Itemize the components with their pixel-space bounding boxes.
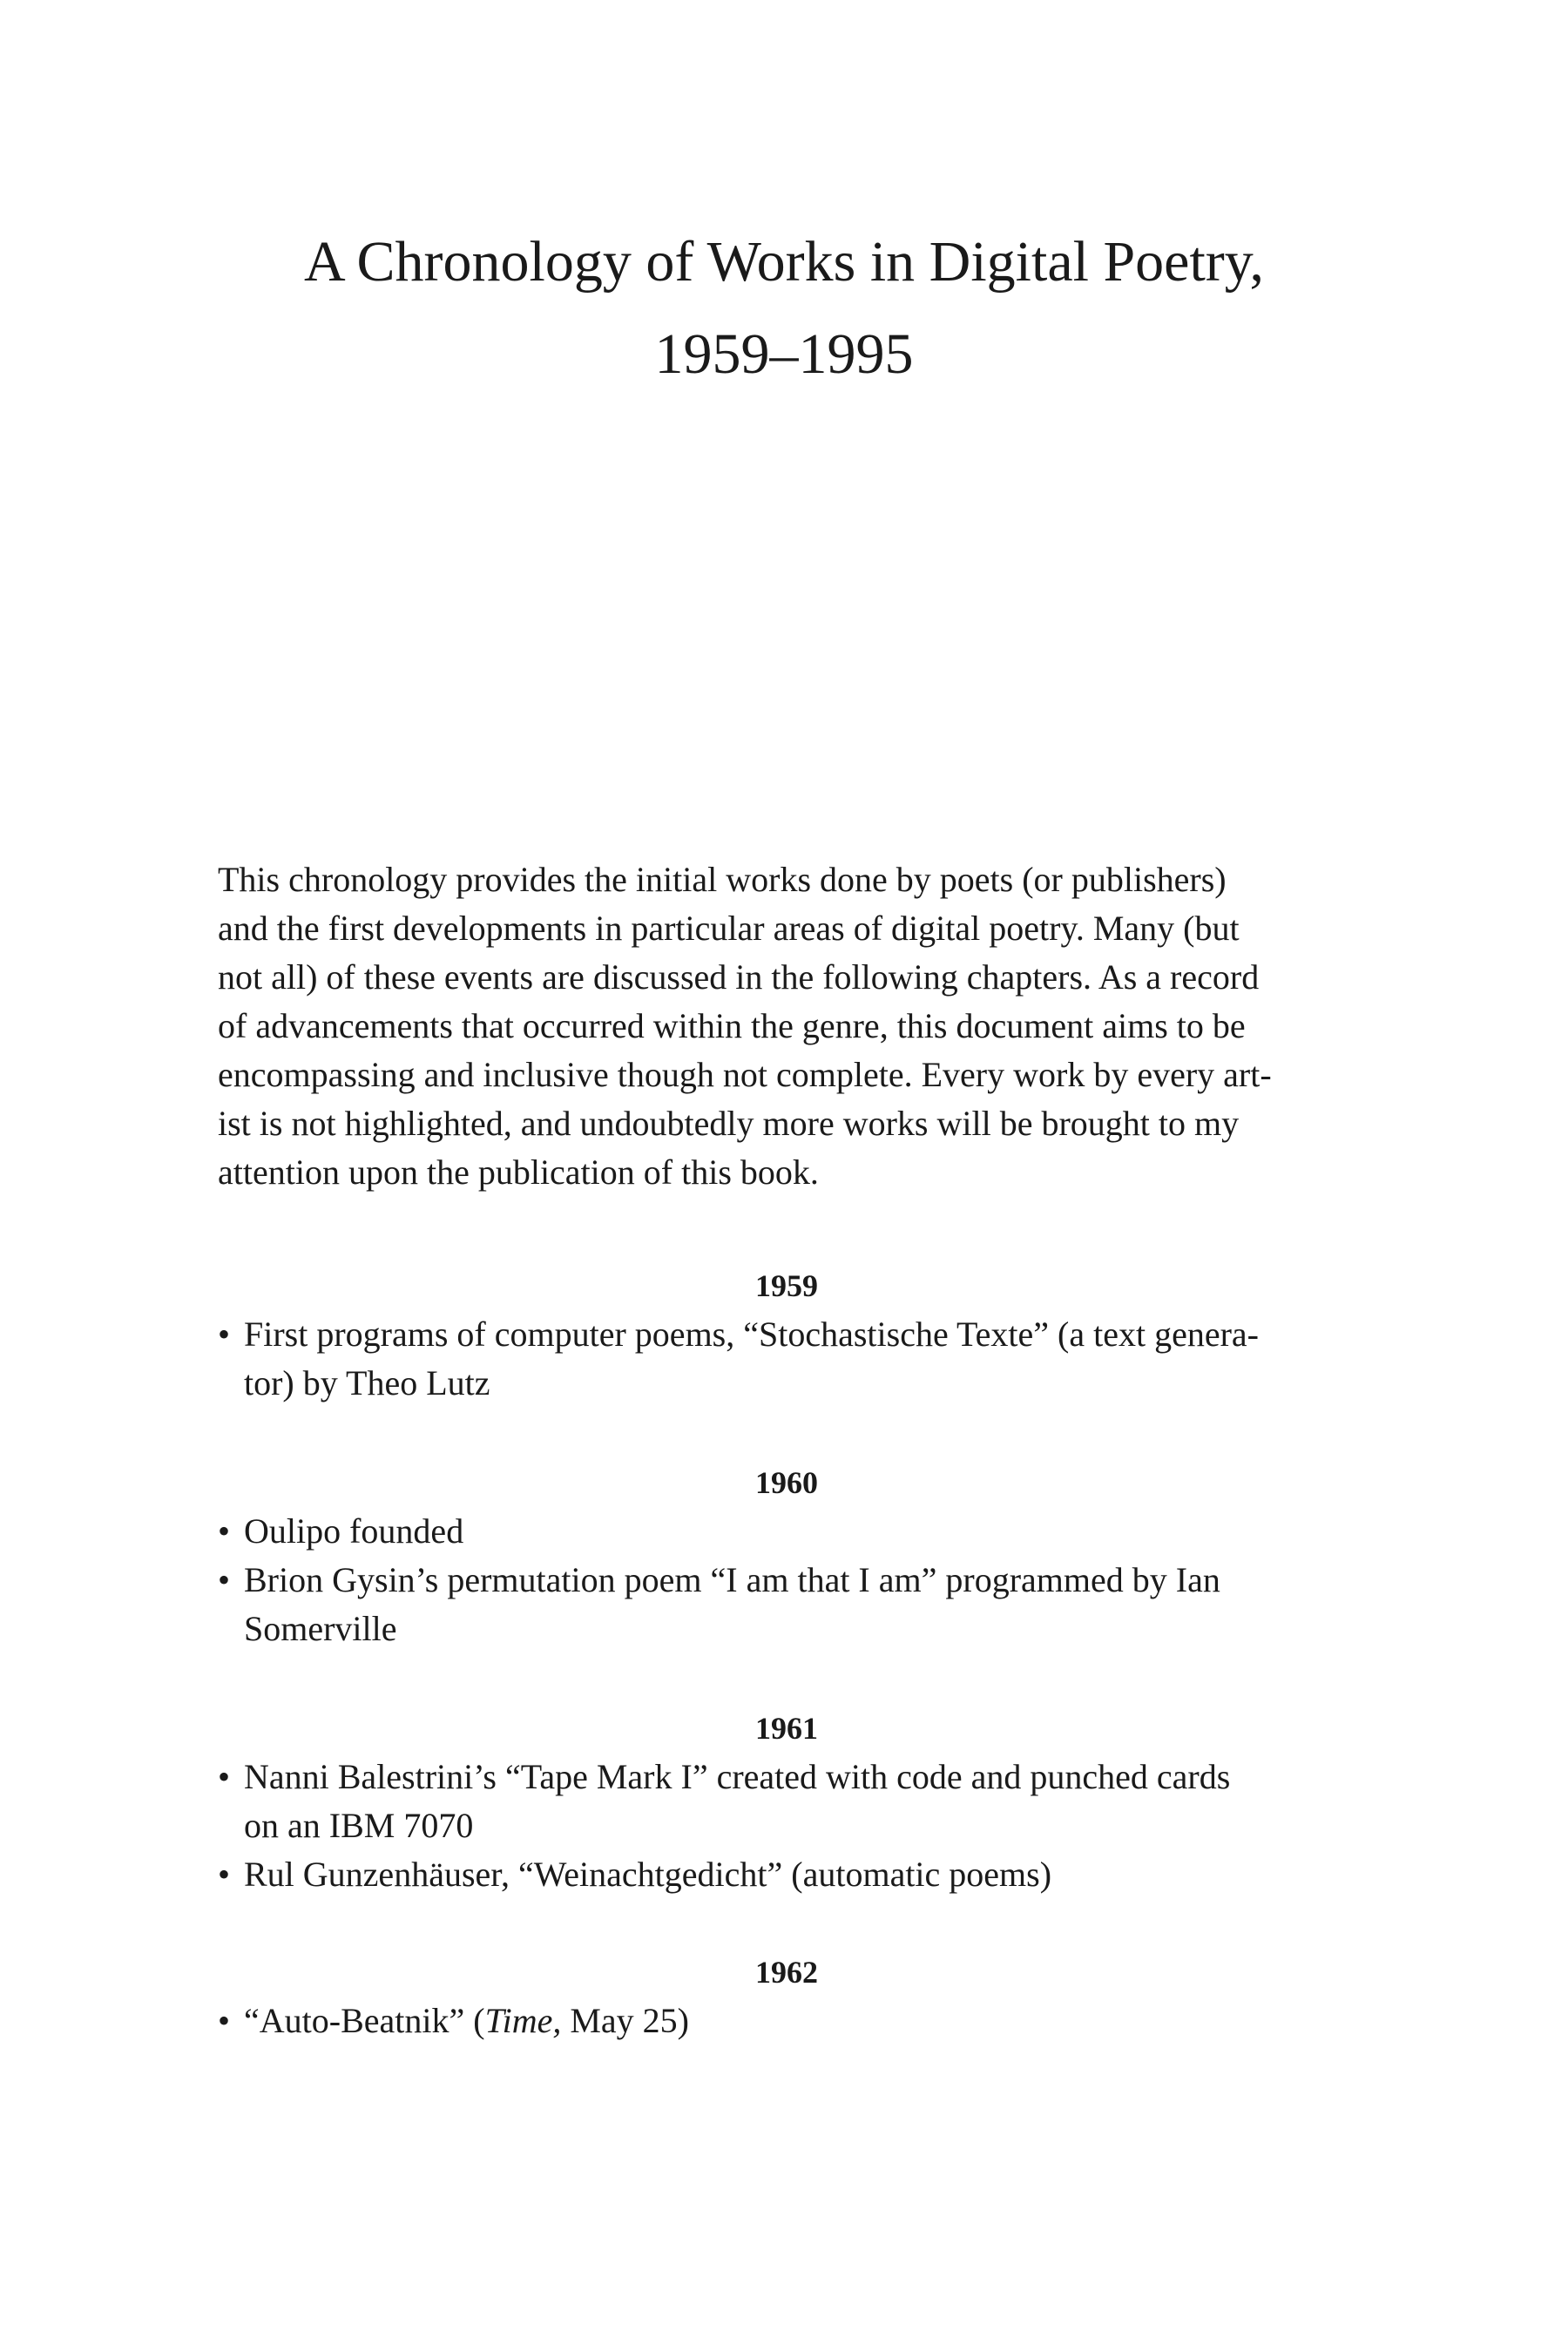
entry-line: Brion Gysin’s permutation poem “I am that I am” programmed by Ian [244, 1560, 1220, 1599]
bullet-icon: • [218, 1757, 231, 1796]
list-item [218, 1556, 1355, 1653]
page-title [0, 216, 1568, 401]
year-heading: 1959 [755, 1268, 818, 1303]
intro-line: attention upon the publication of this book. [218, 1152, 819, 1192]
entry-line: First programs of computer poems, “Stochastische Texte” (a text genera- [244, 1315, 1259, 1354]
title-line-2: 1959–1995 [654, 322, 914, 386]
intro-paragraph [218, 855, 1355, 1197]
year-section-1959 [218, 1265, 1355, 1408]
bullet-icon: • [218, 1560, 231, 1599]
entry-text-italic: Time, [484, 2001, 562, 2040]
list-item [218, 1753, 1355, 1850]
year-section-1961 [218, 1707, 1355, 1899]
year-heading: 1961 [755, 1711, 818, 1746]
entry-line: on an IBM 7070 [244, 1806, 474, 1845]
title-line-1: A Chronology of Works in Digital Poetry, [304, 230, 1264, 294]
year-section-1960 [218, 1462, 1355, 1653]
year-heading: 1960 [755, 1465, 818, 1500]
bullet-icon: • [218, 1511, 231, 1551]
intro-line: and the first developments in particular areas of digital poetry. Many (but [218, 909, 1240, 948]
intro-line: This chronology provides the initial works done by poets (or publishers) [218, 860, 1227, 899]
bullet-icon: • [218, 1855, 231, 1894]
bullet-icon: • [218, 2001, 231, 2040]
entry-text-prefix: “Auto-Beatnik” ( [244, 2001, 485, 2040]
entry-text-suffix: May 25) [561, 2001, 689, 2040]
entry-line: Nanni Balestrini’s “Tape Mark I” created with code and punched cards [244, 1757, 1231, 1796]
entry-line: Rul Gunzenhäuser, “Weinachtgedicht” (automatic poems) [244, 1855, 1052, 1894]
list-item [218, 1997, 1355, 2045]
entry-line: Somerville [244, 1609, 397, 1648]
intro-line: ist is not highlighted, and undoubtedly more works will be brought to my [218, 1104, 1240, 1143]
entry-line: Oulipo founded [244, 1511, 464, 1551]
year-heading: 1962 [755, 1955, 818, 1990]
list-item [218, 1850, 1355, 1899]
entry-line [244, 1997, 1355, 2045]
intro-line: of advancements that occurred within the genre, this document aims to be [218, 1006, 1246, 1045]
bullet-icon: • [218, 1315, 231, 1354]
intro-line: not all) of these events are discussed in the following chapters. As a record [218, 957, 1260, 997]
list-item [218, 1507, 1355, 1556]
year-section-1962 [218, 1951, 1355, 2045]
entry-line: tor) by Theo Lutz [244, 1363, 490, 1402]
intro-line: encompassing and inclusive though not complete. Every work by every art- [218, 1055, 1272, 1094]
list-item [218, 1310, 1355, 1408]
